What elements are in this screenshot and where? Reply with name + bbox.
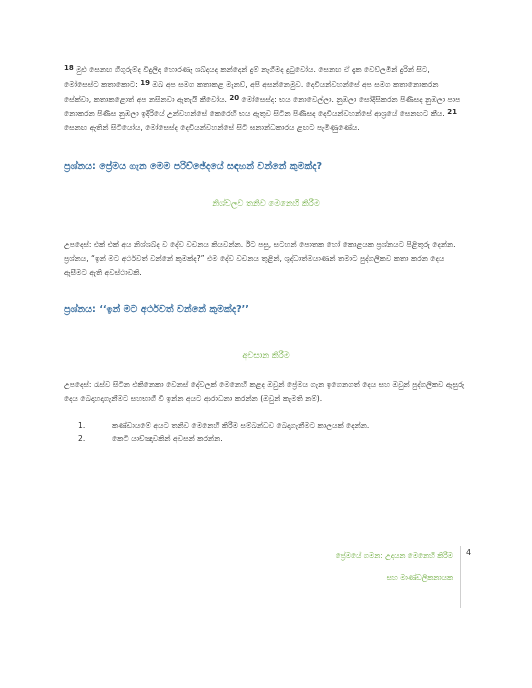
section-heading-closing: අවසාන කිරීම — [242, 350, 290, 360]
footer-title-line1: ප්‍රේමයේ ගමන: උදයන මෙනෙහි කිරීම — [335, 551, 453, 560]
verse-number: 18 — [64, 64, 74, 72]
list-item: 2. කෙටි යාච්ඤාවකින් අවසන් කරන්න. — [78, 434, 223, 443]
section-heading-reflection: නිශ්චලව තනිව මෙනෙහි කිරීම — [212, 198, 320, 208]
scripture-text: මුළු සෙනඟ ගිගුරුම්ද විදුලිද හොරණෑ ශබ්දයද කන්දෙන් දුම් නැගීමද දුටුවෝය. සෙනඟ ඒ දැක වෙව්ලමින් දුරින් සිට, මෝසෙස්ට කතාකොට: — [64, 65, 430, 89]
question-one: ප්‍රශ්නය: ප්‍රේමය ගැන මෙම පරිච්ඡේදයේ සඳහන් වන්නේ කුමක්ද? — [64, 161, 323, 172]
question-two: ප්‍රශ්නය: ‘‘ඉන් මට අර්ථවත් වන්නේ කුමක්ද?’’ — [64, 304, 249, 315]
closing-steps-list — [78, 419, 458, 445]
list-item: 1. කණ්ඩායමේ අයට තනිව මෙනෙහි කිරීම සම්බන්ධව බෙදාගැනීමට කාලයක් දෙන්න. — [78, 421, 370, 430]
footer-title-line2: සහ මාණ්ඩලිකනායක — [386, 573, 453, 582]
scripture-text: මෝසෙස්ද: භය නොවෙල්ලා. නුඹලා සෝදිසිකරන පිණිසද නුඹලා පාප නොකරන පිණිස නුඹලා ඉදිරියේ උන්වහන්සේ කෙරෙහි භය ඇතුව සිටින පිණිසද දෙවියන්වහන්සේ ආශ්‍රයේ සෙනඟට කීය. — [64, 94, 461, 119]
page-number: 4 — [466, 548, 472, 557]
closing-instructions-paragraph: උපදෙස්: රැස්ව සිටින එකිනෙකා වෙනස් දේවලක් මෙනෙහි කළද ඔවුන් ප්‍රේමය ගැන ඉගෙනගත් දෙය සහ ඔවුන් පුද්ගලිකව ඇසුරු දෙය බෙදාහදාගැනීමට සහභාගී වී ඉන්න අයට ආරාධනා කරන්න (ඔවුන් කැමති නම්). — [64, 380, 465, 403]
scripture-text: ඔබ අප සමග කතාකළ මැනව්, අපි අසන්නෙමුව. දෙවියන්වහන්සේ අප සමග කතානොකරන සේක්වා, කතාකළොත් අප නසිනවා ඇතැයි කීවෝය. — [64, 79, 439, 104]
instructions-paragraph: උපදෙස්: එක් එක් අය නිශ්ශබ්ද ව දේව වචනය කියවන්න. ඊට පසු, සටහන් පොතක හෝ කොළයක ප්‍රශ්නයට පිළිතුරු දෙන්න. ප්‍රශ්නය, “ඉන් මට අර්ථවත් වන්නේ කුමක්ද?” එම දේව වචනය තුළින්, ශුද්ධාත්මයාණන් තමාට පුද්ගලිකව කතා කරන දෙය ඇසීමට ඇති අවස්ථාවකි. — [64, 240, 456, 277]
scripture-paragraph — [64, 62, 466, 135]
verse-number: 20 — [229, 93, 240, 102]
footer-divider — [460, 546, 461, 608]
verse-number: 19 — [140, 78, 150, 87]
verse-number: 21 — [447, 108, 457, 117]
scripture-text: සෙනඟ ඈතින් සිටියෝය, මෝසෙස්ද දෙවියන්වහන්සේ සිටි ඝනාන්ධකාරය ළඟට පැමිණුණේය. — [64, 123, 360, 133]
